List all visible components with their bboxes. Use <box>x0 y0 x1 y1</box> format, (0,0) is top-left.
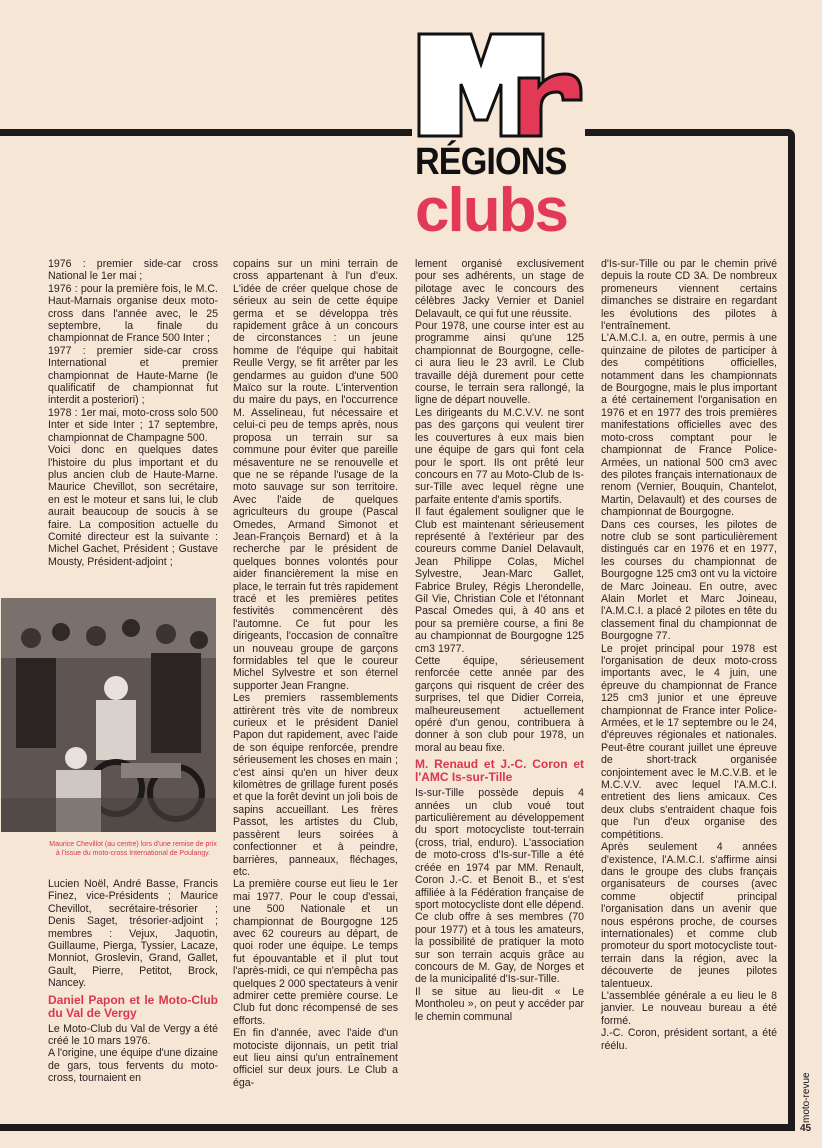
paragraph: Lucien Noël, André Basse, Francis Finez, vice-Présidents ; Maurice Chevillot, secrétaire-trésorier ; Denis Saget, trésorier-adjoint ; membres : Vejux, Jaquotin, Guillaume, Pierga, Tyssier, Lacaze, Monniot, Groslevin, Grand, Gallet, Gault, Pierre, Petitot, Brock, Nancey. <box>48 878 218 990</box>
frame-bottom <box>0 1124 795 1131</box>
column-4 <box>601 258 777 1052</box>
paragraph: La première course eut lieu le 1er mai 1977. Pour le coup d'essai, une 500 Nationale et un championnat de Bourgogne 125 avec 62 coureurs au départ, de quoi roder une équipe. Le temps fut épouvantable et il plut tout l'après-midi, ce qui n'empêcha pas quelques 2 000 spectateurs à venir admirer cette première course. Le Club fut donc récompensé de ses efforts. <box>233 878 398 1027</box>
paragraph: Cette équipe, sérieusement renforcée cette année par des garçons qui risquent de créer des surprises, tel que Didier Correia, malheureusement actuellement opéré d'un genou, contribuera à donner à son club pour 1978, un moral au beau fixe. <box>415 655 584 754</box>
paragraph: Dans ces courses, les pilotes de notre club se sont particulièrement distingués car en 1976 et en 1977, les courses du championnat de Bourgogne 125 cm3 ont vu la victoire de Marc Joineau. En outre, avec Alain Morlet et Marc Joineau, l'A.M.C.I. a placé 2 pilotes en tête du classement final du championnat de Bourgogne 77. <box>601 518 777 643</box>
paragraph: Voici donc en quelques dates l'histoire du plus important et du plus ancien club de Haute-Marne. Maurice Chevillot, son secrétaire, en est le moteur et sans lui, le club aurait beaucoup de soucis à se faire. La composition actuelle du Comité directeur est la suivante : Michel Gachet, Président ; Gustave Mousty, Président-adjoint ; <box>48 444 218 568</box>
column-1 <box>48 258 218 568</box>
column-3 <box>415 258 584 1023</box>
paragraph: Les dirigeants du M.C.V.V. ne sont pas des garçons qui veulent tirer les couvertures à eux mais bien une équipe de gars qui font cela pour le sport. Ils ont prêté leur concours en 77 au Moto-Club de Is-sur-Tille avec lequel règne une parfaite entente d'amis sportifs. <box>415 406 584 506</box>
page-number: 45 <box>800 1123 812 1134</box>
paragraph: Le projet principal pour 1978 est l'organisation de deux moto-cross importants avec, le 4 juin, une épreuve du championnat de France 125 cm3 junior et une épreuve championnat de France inter Police-Armées, et le 17 septembre ou le 24, d'épreuves régionales et nationales. Peut-être courant juillet une épreuve de short-track organisée conjointement avec le M.C.V.B. et le M.C.V.V. avec lequel l'A.M.C.I. entretient des liens amicaux. Ces deux clubs s'entraident chaque fois que l'un d'eux organise des compétitions. <box>601 642 777 841</box>
frame-top-left <box>0 129 412 136</box>
paragraph: A l'origine, une équipe d'une dizaine de gars, tous fervents du moto-cross, tournaient en <box>48 1047 218 1085</box>
frame-top-right <box>585 129 795 136</box>
paragraph: Les premiers rassemblements attirèrent très vite de nombreux curieux et le président Daniel Papon dut rapidement, avec l'aide de son équipe renforcée, prendre sérieusement les choses en main ; c'est ainsi qu'en un hiver deux kilomètres de grillage furent posés et que la forêt devint un joli bois de sapins accueillant. Les frères Passot, les artistes du Club, passèrent leurs soirées à confectionner et à peindre, barrières, panneaux, fléchages, etc. <box>233 692 398 878</box>
column-1-continued <box>48 878 218 1085</box>
section-title-clubs: clubs <box>415 176 567 245</box>
paragraph: copains sur un mini terrain de cross appartenant à l'un d'eux. L'idée de créer quelque chose de sérieux au sein de cette équipe germa et se développa très rapidement grâce à un concours de circonstances : un jeune homme de l'équipe qui habitait Reulle Vergy, se fit arrêter par les gendarmes au guidon d'une 500 Maïco sur la route. L'intervention du maire du pays, en l'occurrence M. Asselineau, fut nécessaire et celui-ci peu de temps après, nous proposa un terrain sur sa commune pour éviter que pareille mésaventure ne se renouvelle et que ne se répande l'usage de la moto sauvage sur son territoire. Avec l'aide de quelques agriculteurs du groupe (Pascal Omedes, Armand Simonot et Jean-François Bernard) et à la recherche par le président de quelques bonnes volontés pour aider financièrement la mise en place, le terrain fut très rapidement tracé et les premières petites festivités commencèrent dès l'automne. Ce fut pour les dirigeants, l'occasion de connaître un nouveau groupe de garçons formidables tel que le coureur Michel Sylvestre et son éternel supporter Jean Frangne. <box>233 258 398 692</box>
paragraph: Il faut également souligner que le Club est maintenant sérieusement représenté à l'extérieur par des coureurs comme Daniel Delavault, Jean Philippe Colas, Michel Sylvestre, Jean-Marc Gallet, Fabrice Bruley, Régis Lherondelle, Gil Vie, Christian Cole et l'étonnant Pascal Omedes qui, à 40 ans et pour sa première course, a fini 8e au championnat de Bourgogne 125 cm3 1977. <box>415 506 584 655</box>
section-title-regions: RÉGIONS <box>415 141 567 183</box>
article-heading-val-de-vergy: Daniel Papon et le Moto-Club du Val de Vergy <box>48 992 218 1020</box>
paragraph: lement organisé exclusivement pour ses adhérents, un stage de pilotage avec le concours des célèbres Jacky Vernier et Daniel Delavault, ce qui fut une réussite. <box>415 258 584 320</box>
article-heading-is-sur-tille: M. Renaud et J.-C. Coron et l'AMC Is-sur-Tille <box>415 757 584 785</box>
mr-logo <box>415 28 585 140</box>
paragraph: Is-sur-Tille possède depuis 4 années un club voué tout particulièrement au développement du sport motocycliste tout-terrain (cross, trial, enduro). L'association de moto-cross d'Is-sur-Tille a été créée en 1974 par MM. Renault, Coron J.-C. et Benoit B., et s'est affiliée à la Fédération française de sport motocycliste dont elle dépend. <box>415 787 585 911</box>
paragraph: 1977 : premier side-car cross International et premier championnat de Haute-Marne (le qualificatif de championnat fut interdit a posteriori) ; <box>48 344 218 407</box>
paragraph: L'assemblée générale a eu lieu le 8 janvier. Le nouveau bureau a été formé. <box>601 989 777 1027</box>
paragraph: En fin d'année, avec l'aide d'un motociste dijonnais, un petit trial eut lieu ainsi qu'un entraînement officiel sur deux jours. Le Club a éga- <box>233 1027 398 1089</box>
photo-illustration <box>1 598 216 832</box>
column-2 <box>233 258 398 1089</box>
paragraph: Il se situe au lieu-dit « Le Montholeu », on peut y accéder par le chemin communal <box>415 985 584 1023</box>
paragraph: Ce club offre à ses membres (70 pour 1977) et à tous les amateurs, la possibilité de pratiquer la moto sur son terrain acquis grâce au concours de M. Gay, de Norges et de la municipalité d'Is-sur-Tille. <box>415 911 584 986</box>
magazine-name <box>796 1063 814 1123</box>
frame-right <box>788 136 795 1131</box>
paragraph: d'Is-sur-Tille ou par le chemin privé depuis la route CD 3A. De nombreux promeneurs viennent certains dimanches se distraire en regardant les évolutions des pilotes à l'entraînement. <box>601 258 777 333</box>
paragraph: Pour 1978, une course inter est au programme ainsi qu'une 125 championnat de Bourgogne, celle-ci aura lieu le 23 avril. Le Club travaille déjà durement pour cette course, le terrain sera rallongé, la ligne de départ nouvelle. <box>415 320 584 407</box>
paragraph: 1976 : pour la première fois, le M.C. Haut-Marnais organise deux moto-cross dans l'année avec, le 25 septembre, la finale du championnat de France 500 Inter ; <box>48 282 218 345</box>
paragraph: 1978 : 1er mai, moto-cross solo 500 Inter et side Inter ; 17 septembre, championnat de Champagne 500. <box>48 406 218 444</box>
paragraph: 1976 : premier side-car cross National le 1er mai ; <box>48 258 218 283</box>
logo-text: Mr <box>500 138 502 139</box>
photo-caption: Maurice Chevillot (au centre) lors d'une remise de prix à l'issue du moto-cross International de Poulangy. <box>49 841 217 857</box>
paragraph: Le Moto-Club du Val de Vergy a été créé le 10 mars 1976. <box>48 1022 218 1048</box>
paragraph: J.-C. Coron, président sortant, a été réélu. <box>601 1027 777 1052</box>
paragraph: Après seulement 4 années d'existence, l'A.M.C.I. s'affirme ainsi dans le groupe des clubs français organisateurs de courses (avec comme objectif principal l'organisation dans un avenir que nous espérons proche, de courses internationales) et comme club promoteur du sport motocycliste tout-terrain dans la région, avec la découverte de jeunes pilotes talentueux. <box>601 841 777 990</box>
paragraph: L'A.M.C.I. a, en outre, permis à une quinzaine de pilotes de participer à des compétitions officielles, notamment dans les championnats de Bourgogne, mais le plus important a été certainement l'organisation en 1976 et en 1977 des trois premières manifestations officielles avec des moto-cross comptant pour le championnat de France Police-Armées, un national 500 cm3 avec des pilotes français internationaux de renom (Vernier, Bouquin, Chantelot, Martin, Delavault) et des courses de championnat de Bourgogne. <box>601 332 777 519</box>
magazine-name-text: moto-revue <box>801 1072 812 1123</box>
photo-prize-ceremony <box>1 598 216 832</box>
